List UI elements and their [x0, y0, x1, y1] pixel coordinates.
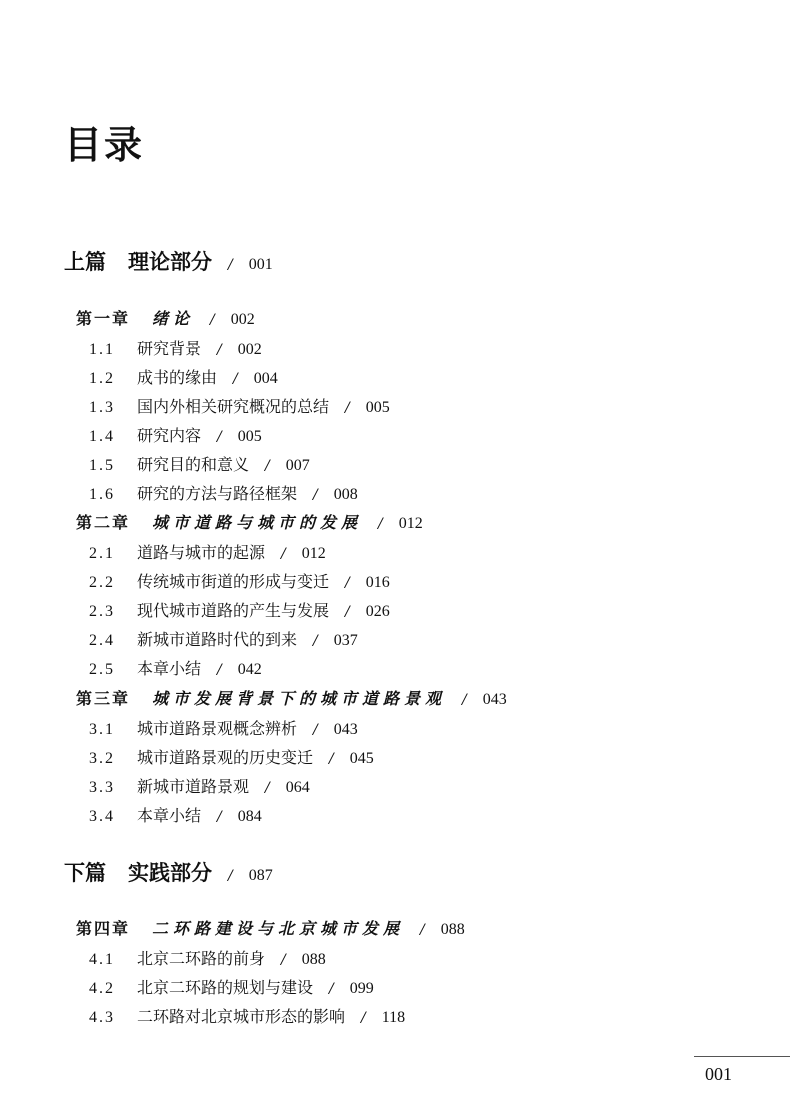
- section-title: 现代城市道路的产生与发展: [137, 601, 330, 620]
- page-ref: 002: [230, 311, 255, 328]
- separator: /: [281, 546, 286, 562]
- section-number: 1.3: [89, 399, 115, 416]
- page-ref: 012: [398, 515, 423, 532]
- separator: /: [217, 662, 222, 678]
- toc-chapter-entry: [76, 306, 255, 329]
- toc-section-entry: [89, 336, 262, 359]
- section-number: 1.4: [89, 428, 115, 445]
- page-ref: 088: [440, 921, 465, 938]
- separator: /: [378, 516, 383, 532]
- chapter-label: 第一章: [76, 309, 131, 328]
- toc-section-entry: [89, 452, 310, 475]
- separator: /: [265, 780, 270, 796]
- toc-chapter-entry: [76, 916, 465, 939]
- section-number: 2.3: [89, 603, 115, 620]
- page-ref: 005: [365, 399, 390, 416]
- section-number: 2.2: [89, 574, 115, 591]
- separator: /: [217, 342, 222, 358]
- toc-section-entry: [89, 975, 374, 998]
- section-number: 4.1: [89, 951, 115, 968]
- section-title: 本章小结: [137, 659, 202, 678]
- section-number: 3.4: [89, 808, 115, 825]
- toc-chapter-entry: [76, 686, 507, 709]
- toc-section-entry: [89, 946, 326, 969]
- page-ref: 087: [248, 867, 273, 884]
- page-ref: 042: [237, 661, 262, 678]
- section-title: 道路与城市的起源: [137, 543, 266, 562]
- toc-section-entry: [89, 394, 390, 417]
- toc-section-entry: [89, 569, 390, 592]
- toc-section-entry: [89, 774, 310, 797]
- section-title: 传统城市街道的形成与变迁: [137, 572, 330, 591]
- toc-section-entry: [89, 745, 374, 768]
- chapter-title: 城市发展背景下的城市道路景观: [152, 689, 447, 708]
- section-title: 新城市道路景观: [137, 777, 250, 796]
- page-ref: 118: [381, 1009, 406, 1026]
- section-number: 4.2: [89, 980, 115, 997]
- separator: /: [210, 312, 215, 328]
- chapter-title: 城市道路与城市的发展: [152, 513, 363, 532]
- separator: /: [329, 981, 334, 997]
- section-number: 1.5: [89, 457, 115, 474]
- separator: /: [228, 868, 233, 884]
- section-title: 研究的方法与路径框架: [137, 484, 298, 503]
- section-title: 二环路对北京城市形态的影响: [137, 1007, 346, 1026]
- section-number: 1.6: [89, 486, 115, 503]
- toc-section-entry: [89, 540, 326, 563]
- separator: /: [361, 1010, 366, 1026]
- separator: /: [313, 487, 318, 503]
- page-ref: 016: [365, 574, 390, 591]
- separator: /: [345, 604, 350, 620]
- part-title: 实践部分: [128, 860, 212, 885]
- toc-section-entry: [89, 803, 262, 826]
- toc-part-entry: [64, 246, 273, 276]
- toc-section-entry: [89, 627, 358, 650]
- part-label: 下篇: [64, 860, 106, 885]
- toc-chapter-entry: [76, 510, 423, 533]
- section-number: 2.1: [89, 545, 115, 562]
- part-title: 理论部分: [128, 249, 212, 274]
- footer-rule: [694, 1056, 790, 1057]
- section-number: 2.5: [89, 661, 115, 678]
- section-title: 研究内容: [137, 426, 202, 445]
- page-ref: 045: [349, 750, 374, 767]
- separator: /: [345, 400, 350, 416]
- page-ref: 043: [482, 691, 507, 708]
- section-title: 新城市道路时代的到来: [137, 630, 298, 649]
- section-number: 3.2: [89, 750, 115, 767]
- toc-section-entry: [89, 598, 390, 621]
- section-title: 成书的缘由: [137, 368, 218, 387]
- section-number: 1.2: [89, 370, 115, 387]
- separator: /: [345, 575, 350, 591]
- page-ref: 008: [333, 486, 358, 503]
- separator: /: [217, 429, 222, 445]
- page-number: 001: [705, 1064, 732, 1084]
- separator: /: [217, 809, 222, 825]
- section-title: 研究背景: [137, 339, 202, 358]
- chapter-label: 第二章: [76, 513, 131, 532]
- toc-section-entry: [89, 1004, 405, 1027]
- section-number: 4.3: [89, 1009, 115, 1026]
- toc-section-entry: [89, 716, 358, 739]
- toc-section-entry: [89, 656, 262, 679]
- page-ref: 064: [285, 779, 310, 796]
- toc-section-entry: [89, 423, 262, 446]
- separator: /: [233, 371, 238, 387]
- toc-part-entry: [64, 857, 273, 887]
- separator: /: [313, 722, 318, 738]
- section-number: 2.4: [89, 632, 115, 649]
- chapter-label: 第四章: [76, 919, 131, 938]
- page-ref: 001: [248, 256, 273, 273]
- separator: /: [329, 751, 334, 767]
- section-title: 城市道路景观概念辨析: [137, 719, 298, 738]
- separator: /: [228, 257, 233, 273]
- page-ref: 004: [253, 370, 278, 387]
- page-ref: 099: [349, 980, 374, 997]
- page-ref: 005: [237, 428, 262, 445]
- section-title: 北京二环路的规划与建设: [137, 978, 314, 997]
- separator: /: [462, 692, 467, 708]
- section-number: 1.1: [89, 341, 115, 358]
- chapter-title: 绪论: [152, 309, 195, 328]
- page-ref: 037: [333, 632, 358, 649]
- part-label: 上篇: [64, 249, 106, 274]
- page-ref: 043: [333, 721, 358, 738]
- chapter-label: 第三章: [76, 689, 131, 708]
- page-ref: 084: [237, 808, 262, 825]
- page-title: 目录: [64, 123, 145, 167]
- section-number: 3.3: [89, 779, 115, 796]
- page-ref: 007: [285, 457, 310, 474]
- page-ref: 088: [301, 951, 326, 968]
- separator: /: [313, 633, 318, 649]
- separator: /: [281, 952, 286, 968]
- toc-section-entry: [89, 481, 358, 504]
- page-ref: 002: [237, 341, 262, 358]
- section-title: 国内外相关研究概况的总结: [137, 397, 330, 416]
- section-title: 本章小结: [137, 806, 202, 825]
- page-ref: 012: [301, 545, 326, 562]
- separator: /: [420, 922, 425, 938]
- toc-section-entry: [89, 365, 278, 388]
- section-number: 3.1: [89, 721, 115, 738]
- section-title: 研究目的和意义: [137, 455, 250, 474]
- separator: /: [265, 458, 270, 474]
- page-ref: 026: [365, 603, 390, 620]
- section-title: 北京二环路的前身: [137, 949, 266, 968]
- section-title: 城市道路景观的历史变迁: [137, 748, 314, 767]
- chapter-title: 二环路建设与北京城市发展: [152, 919, 405, 938]
